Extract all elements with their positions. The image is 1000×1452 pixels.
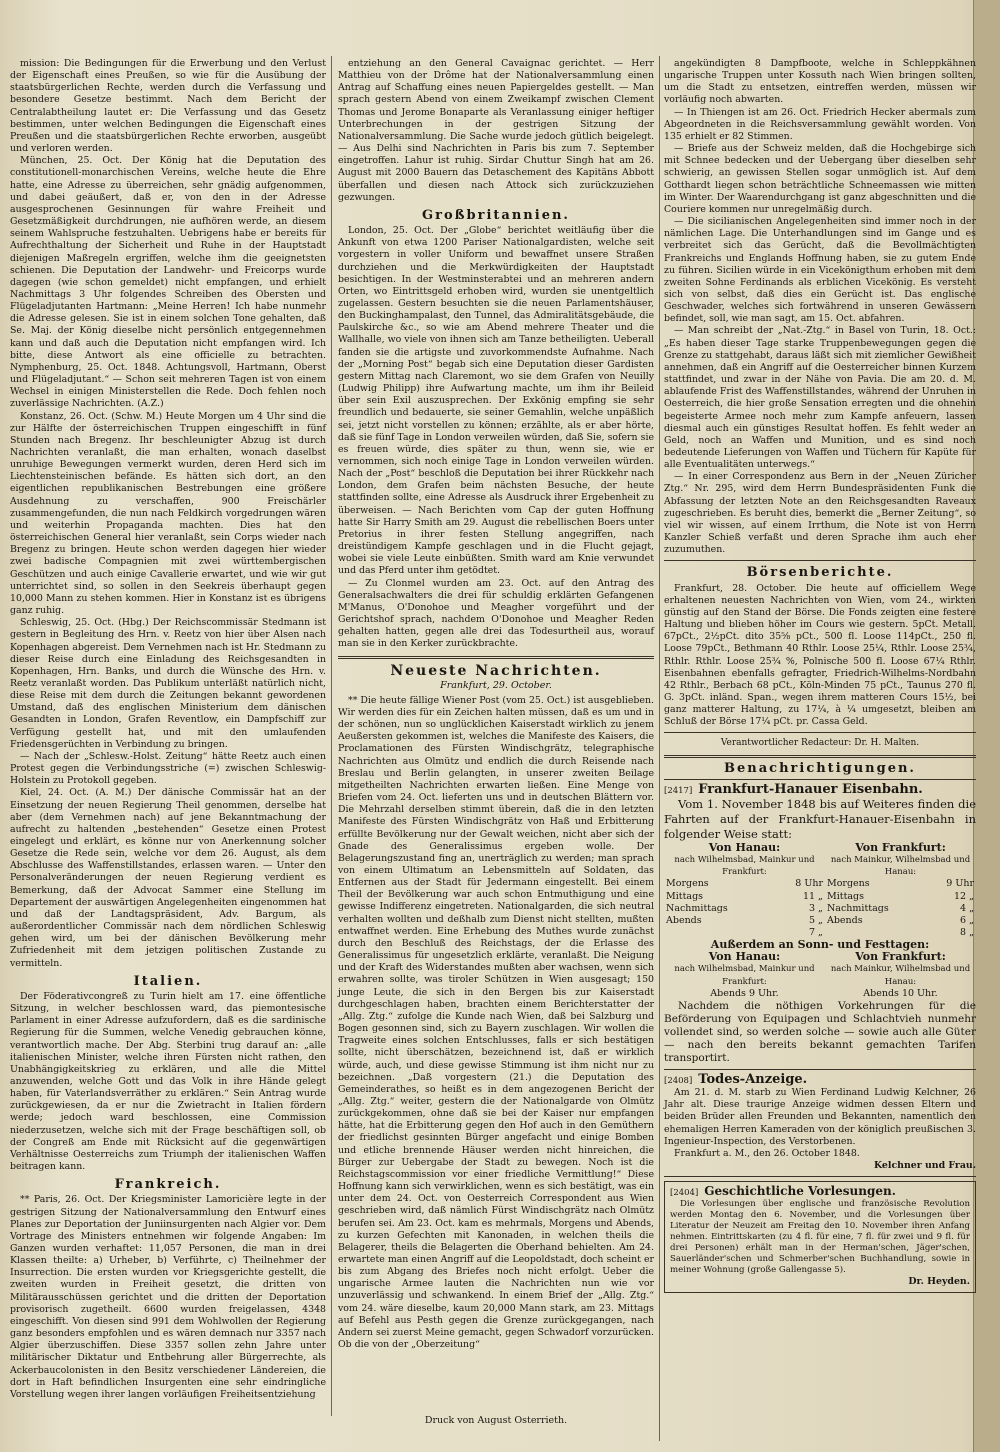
ad-place-date: Frankfurt a. M., den 26. October 1848. bbox=[674, 1147, 860, 1159]
paragraph: — Nach der „Schlesw.-Holst. Zeitung“ hätte Reetz auch einen Protest gegen die Verbindungsstriche (=) zwischen Schleswig-Holstein zu Protokoll gegeben. bbox=[10, 750, 326, 787]
divider bbox=[664, 1069, 976, 1070]
section-heading-frankreich: Frankreich. bbox=[114, 1177, 222, 1193]
ad-number: [2417] bbox=[664, 785, 693, 796]
timetable-dest: nach Wilhelmsbad, Mainkur und Frankfurt: bbox=[674, 855, 815, 878]
paragraph: — Man schreibt der „Nat.-Ztg.“ in Basel von Turin, 18. Oct.: „Es haben dieser Tage starke Truppenbewegungen gegen die Grenze zu stattgehabt, daraus läßt sich mit ziemlicher Gewißheit annehmen, daß ein Angriff auf die Oesterreicher binnen Kurzem stattfindet, und zwar in der Nähe von Pavia. Die am 20. d. M. ablaufende Frist des Waffenstillstandes, während der Unruhen in Oesterreich, die hier große Sensation erregten und die ohnehin begeisterte Armee noch mehr zum Kampfe anfeuern, lassen diesmal auch ein günstiges Resultat hoffen. Es fehlt weder an Geld, noch an Waffen und Munition, und es sind noch bedeutende Lieferungen von Waffen und Tüchern für Kapüte für alle Eventualitäten unterwegs.“ bbox=[664, 325, 976, 471]
timetable-col-frankfurt: Von Frankfurt: bbox=[855, 950, 946, 964]
divider bbox=[338, 656, 654, 659]
ad-title: Frankfurt-Hanauer Eisenbahn. bbox=[698, 781, 923, 797]
timetable-sunday: Außerdem an Sonn- und Festtagen: bbox=[710, 938, 930, 952]
notices-heading: Benachrichtigungen. bbox=[724, 760, 916, 776]
paragraph: mission: Die Bedingungen für die Erwerbung und den Verlust der Eigenschaft eines Preußen, so wie für die Ausübung der staatsbürgerlichen Rechte, werden durch die Verfassung und besondere Gesetze bestimmt. Nach dem Bericht der Centralabtheilung lautet er: Die Verfassung und das Gesetz bestimmen, unter welchen Bedingungen die Eigenschaft eines Preußen und die staatsbürgerlichen Rechte erworben, ausgeübt und verloren werden. bbox=[10, 58, 326, 155]
divider bbox=[664, 560, 976, 561]
paragraph: — Zu Clonmel wurden am 23. Oct. auf den Antrag des Generalsachwalters die drei für schuldig erklärten Gefangenen M'Manus, O'Donohoe und Meagher vorgeführt und der Gerichtshof sprach, nachdem O'Donohoe und Meagher Reden gehalten hatten, gegen alle drei das Todesurtheil aus, worauf man sie in den Kerker zurückbrachte. bbox=[338, 577, 654, 650]
paragraph: — Briefe aus der Schweiz melden, daß die Hochgebirge sich mit Schnee bedecken und der Uebergang über dieselben sehr schwierig, an gewissen Stellen sogar unmöglich ist. Auf dem Gotthardt liegen schon beträchtliche Schneemassen wie mitten im Winter. Der Waarendurchgang ist ganz abgeschnitten und die Couriere kommen nur unregelmäßig durch. bbox=[664, 143, 976, 215]
timetable-row: Abends 5 „ Abends 6 „ bbox=[666, 914, 974, 926]
ad-signature: Kelchner und Frau. bbox=[873, 1160, 976, 1172]
paragraph: angekündigten 8 Dampfboote, welche in Schleppkähnen ungarische Truppen unter Kossuth nach Wien bringen sollten, um die Stadt zu entsetzen, eintreffen werden, müssen wir vorläufig noch abwarten. bbox=[664, 58, 976, 106]
paragraph: ** Paris, 26. Oct. Der Kriegsminister Lamoricière legte in der gestrigen Sitzung der Nationalversammlung den Entwurf eines Planes zur Deportation der Juniinsurgenten nach Algier vor. Dem Vortrage des Ministers entnehmen wir folgende Angaben: Im Ganzen wurden verhaftet: 11,057 Personen, die man in drei Klassen theilte: a) Urheber, b) Verführte, c) Theilnehmer der Insurrection. Die ersten wurden vor Kriegsgerichte gestellt, die zweiten wurden in Freiheit gesetzt, die dritten von Militärausschüssen gerichtet und die dritten der Deportation provisorisch zugetheilt. 6600 wurden freigelassen, 4348 eingeschifft. Von diesen sind 991 dem Wohlwollen der Regierung ganz besonders empfohlen und es wären demnach nur 3357 nach Algier überzuschiffen. Diese 3357 sollen zehn Jahre unter militärischer Diktatur und Entbehrung aller Bürgerrechte, als Ackerbaucolonisten in den Besitz verschiedener Ländereien, die dort in Haft befindlichen Insurgenten eine sehr eindringliche Vorstellung wegen ihrer langen vorläufigen Freiheitsentziehung bbox=[10, 1194, 326, 1400]
timetable-sunday-time: Abends 10 Uhr. bbox=[863, 987, 938, 999]
dateline: Frankfurt, 29. October. bbox=[440, 679, 552, 691]
paragraph: Kiel, 24. Oct. (A. M.) Der dänische Commissär hat an der Einsetzung der neuen Regierung Theil genommen, derselbe hat aber (dem Vernehmen nach) auf jene Bekanntmachung der aufrecht zu haltenden „bestehenden“ Gesetze einen Protest eingelegt und erklärt, es könne nur von Anerkennung solcher Gesetze die Rede sein, welche vor dem 26. August, als dem Abschlusse des Waffenstillstandes, erlassen waren. — Unter den Personalveränderungen der neuen Regierung verdient es Bemerkung, daß der Advocat Sammer eine Stellung im Departement der auswärtigen Angelegenheiten eingenommen hat und daß der Landtagspräsident, Adv. Bargum, als außerordentlicher Commissär nach dem nördlichen Schleswig gehen wird, um bei der dänischen Bevölkerung mehr Zufriedenheit mit dem jetzigen politischen Zustande zu vermitteln. bbox=[10, 787, 326, 969]
timetable-row: Nachmittags 3 „ Nachmittags 4 „ bbox=[666, 902, 974, 914]
paragraph: London, 25. Oct. Der „Globe“ berichtet weitläufig über die Ankunft von etwa 1200 Pariser Nationalgardisten, welche seit vorgestern in voller Uniform und bewaffnet unsere Straßen durchziehen und die Merkwürdigkeiten der Hauptstadt besichtigen. In der Westminsterabtei und an mehreren andern Orten, wo Eintrittsgeld erhoben wird, wurden sie unentgeltlich zugelassen. Gestern besuchten sie die neuen Parlamentshäuser, den Buckinghampalast, den Tunnel, das Admiralitätsgebäude, die Paulskirche &c., so wie am Abend mehrere Theater und die Wallhalle, wo viele von ihnen sich am Tanze betheiligten. Ueberall fanden sie die artigste und zuvorkommendste Aufnahme. Nach der „Morning Post“ begab sich eine Deputation dieser Gardisten gestern Mittag nach Claremont, wo sie dem Grafen von Neuilly (Ludwig Philipp) ihre Aufwartung machte, um ihm ihr Beileid über sein Exil auszusprechen. Der Exkönig empfing sie sehr freundlich und bedauerte, sie seiner Gemahlin, welche unpäßlich sei, jetzt nicht vorstellen zu können; erzählte, als er aber hörte, daß sie fünf Tage in London verweilen würden, daß Sie, sofern sie es freuen würde, dies später zu thun, wenn sie, wie er vernommen, sich noch einige Tage in London verweilen würden. Nach der „Post“ beschloß die Deputation bei ihrer Rückkehr nach London, dem Grafen beim nächsten Besuche, der heute stattfinden sollte, eine Adresse als Ausdruck ihrer Ergebenheit zu überweisen. — Nach Berichten vom Cap der guten Hoffnung hatte Sir Harry Smith am 29. August die rebellischen Boers unter Pretorius in ihrer festen Stellung angegriffen, nach dreistündigem Kampfe geschlagen und in die Flucht gejagt, wobei sie viele Leute einbüßten. Smith ward am Knie verwundet und das Pferd unter ihm getödtet. bbox=[338, 225, 654, 577]
paragraph: Der Föderativcongreß zu Turin hielt am 17. eine öffentliche Sitzung, in welcher beschlossen ward, das piemontesische Parlament in einer Adresse aufzufordern, daß es die sardinische Regierung für die Summen, welche Venedig gebrauchen könne, verantwortlich mache. Der Abg. Sterbini trug darauf an: „alle italienischen Minister, welche ihren Fürsten nicht rathen, den Unabhängigkeitskrieg zu erklären, und alle die Mittel anzuwenden, welche Gott und das Volk in ihre Hände gelegt haben, für Vaterlandsverräther zu erklären.“ Sein Antrag wurde zurückgewiesen, da er nur die Zwietracht in Italien fördern werde; jedoch ward beschlossen, eine Commission niederzusetzen, welche sich mit der Frage beschäftigen soll, ob der Congreß am Ende mit Rücksicht auf die gegenwärtigen Verhältnisse Oesterreichs zum Triumph der italienischen Waffen beitragen kann. bbox=[10, 990, 326, 1173]
section-heading-grossbritannien: Großbritannien. bbox=[422, 207, 570, 223]
column-rule bbox=[659, 56, 660, 1441]
adjacent-page-edge bbox=[973, 0, 1000, 1452]
ad-railway bbox=[664, 781, 976, 1065]
timetable-row: 7 „ 8 „ bbox=[808, 927, 974, 938]
section-heading-boerse: Börsenberichte. bbox=[746, 565, 894, 581]
timetable-col-hanau: Von Hanau: bbox=[708, 840, 781, 854]
divider bbox=[664, 755, 976, 758]
paragraph: Schleswig, 25. Oct. (Hbg.) Der Reichscommissär Stedmann ist gestern in Begleitung des Hrn. v. Reetz von hier über Alsen nach Kopenhagen abgereist. Dem Vernehmen nach ist Hr. Stedmann zu dieser Reise durch eine Einladung des Reichsgesandten in Kopenhagen, Hrn. Banks, und durch die Wünsche des Hrn. v. Reetz veranlaßt worden. Das Publikum unterläßt natürlich nicht, diese Reise mit dem durch die Zeitungen bekannt gewordenen Umstand, daß des englischen Ministerium dem dänischen Gesandten in London, Grafen Reventlow, ein Dampfschiff zur Verfügung gestellt hat, und mit den umlaufenden Friedensgerüchten in Verbindung zu bringen. bbox=[10, 617, 326, 750]
paragraph: ** Die heute fällige Wiener Post (vom 25. Oct.) ist ausgeblieben. Wir werden dies für ein Zeichen halten müssen, daß es um und in der schönen, nun so unglücklichen Kaiserstadt wirklich zu jenem Aeußersten gekommen ist, welches die Manifeste des Kaisers, die Proclamationen des Fürsten Windischgrätz, telegraphische Nachrichten aus Olmütz und endlich die durch Reisende nach Breslau und Berlin gelangten, in unserer zweiten Beilage mitgetheilten Nachrichten erwarten ließen. Eine Menge von Briefen vom 24. Oct. lieferten uns und in deutschen Blättern vor. Die Mehrzahl derselben stimmt überein, daß die in den letzten Manifeste des Fürsten Windischgrätz von Haß und Erbitterung erfüllte Bevölkerung nur der Gewalt weichen, nicht aber sich der Gnade des Generalissimus ergeben wolle. Der Belagerungszustand fing an, unerträglich zu werden; man sprach von einem Ultimatum an Lebensmitteln auf Soldaten, das Entfernen aus der Stadt für Jedermann eingestellt. Bei einem Theil der Bevölkerung war auch schon Entmuthigung und eine gewisse Indifferenz eingetreten. Nationalgarden, die sich neutral verhalten wollten und deßhalb zum Dienst nicht stellten, mußten entwaffnet werden. Eine Erhebung des Muthes wurde zunächst durch den Beschluß des Reichstags, der die Erlasse des Generalissimus für ungesetzlich erklärte, veranlaßt. Die Neigung und der Kraft des Widerstandes mußten aber wachsen, wenn sich erwahren sollte, was tiroler Schützen in Wien ausgesagt; 150 junge Leute, die sich in den Bergen bis zur Kaiserstadt durchgeschlagen haben, brachten einem Berichterstatter der „Allg. Ztg.“ zufolge die Kunde nach Wien, daß bei Salzburg und Bogen gesonnen sind, sich zu Bayern zuschlagen. Wir wollen die Tragweite eines solchen Entschlusses, falls er sich bestätigen sollte, nicht überschätzen, bezeichnend ist, daß er wirklich würde, auch, und diese gewisse Stimmung ist ihm nicht nur zu bezeichnen. „Daß vorgestern (21.) die Deputation des Gemeinderathes, so heißt es in dem angezogenen Bericht der „Allg. Ztg.“ weiter, gestern die der Nationalgarde von Olmütz zurückgekommen, ohne daß sie bei der Kaiser nur empfangen hätte, hat die Erbitterung gegen den Hof auch in den Gemüthern der friedlichst gesinnten Bürger angefacht und einige Bomben und etliche brennende Häuser werden nicht hinreichen, die Bürger zur Uebergabe der Stadt zu bewegen. Noch ist die Reichstagscommission vor einer friedliche Vermittlung!“ Diese Hoffnung kann sich verwirklichen, wenn es sich bestätigt, was ein unter dem 24. Oct. von Oesterreich Correspondent aus Wien geschrieben wird, daß nämlich Fürst Windischgrätz nach Olmütz berufen sei. Am 23. Oct. kam es mehrmals, Morgens und Abends, zu kurzen Gefechten mit Kanonaden, in welchen theils die Belagerer, theils die Belagerten die Oberhand behielten. Am 24. erwartete man einen Angriff auf die Leopoldstadt, doch scheint er bis zum Abgang des Briefes noch nicht erfolgt. Ueber die ungarische Armee lauten die Nachrichten nun wie vor unzuverlässig und schwankend. In einem Brief der „Allg. Ztg.“ vom 24. wäre dieselbe, kaum 20,000 Mann stark, am 23. Mittags auf Befehl aus Pesth gegen die Grenze zurückgegangen, nach Andern sei zuerst Meine gemacht, gegen Schwadorf vorzurücken. Ob die von der „Oberzeitung“ bbox=[338, 694, 654, 1351]
ad-title: Todes-Anzeige. bbox=[698, 1071, 808, 1087]
paragraph: — In einer Correspondenz aus Bern in der „Neuen Züricher Ztg.“ Nr. 295, wird dem Herrn Bundespräsidenten Funk die Abfassung der letzten Note an den Reichsgesandten Raveaux zugeschrieben. Es beruht dies, bemerkt die „Berner Zeitung“, so viel wir wissen, auf einem Irrthum, die Note ist von Herrn Kanzler Schieß verfaßt und deren Sprache ihm auch eher zuzumuthen. bbox=[664, 471, 976, 556]
timetable bbox=[664, 842, 976, 1000]
paragraph: — Die sicilianischen Angelegenheiten sind immer noch in der nämlichen Lage. Die Unterhandlungen sind im Gange und es verbreitet sich das Gerücht, daß die Bevollmächtigten Frankreichs und Englands Hoffnung haben, sie zu gutem Ende zu führen. Sicilien würde in ein Vicekönigthum erhoben mit dem zweiten Sohne Ferdinands als erblichen Vicekönig. Es versteht sich von selbst, daß dies ein Gerücht ist. Das englische Geschwader, welches sich fortwährend in unseren Gewässern befindet, soll, wie man sagt, am 15. Oct. abfahren. bbox=[664, 216, 976, 325]
timetable-col-frankfurt: Von Frankfurt: bbox=[855, 840, 946, 854]
divider bbox=[664, 732, 976, 733]
ad-lectures bbox=[664, 1181, 976, 1292]
paragraph: Konstanz, 26. Oct. (Schw. M.) Heute Morgen um 4 Uhr sind die zur Hälfte der österreichischen Truppen eingeschifft in fünf Stunden nach Bregenz. Ihr beschleunigter Abzug ist durch Nachrichten veranlaßt, die man erhalten, wonach daselbst unruhige Bewegungen vermerkt wurden, deren Herd sich im Liechtensteinischen befände. Es hätten sich dort, an den eigentlichen republikanischen Bestrebungen eine größere Ausdehnung zu verschaffen, 900 Freischärler zusammengefunden, die nun nach Feldkirch vorgedrungen wären und weiterhin Propaganda machten. Dies hat den österreichischen General hier veranlaßt, sein Corps wieder nach Bregenz zu bringen. Heute schon werden dagegen hier wieder zwei badische Compagnien mit zwei württembergischen Geschützen und auch einige Cavallerie erwartet, und wie wir gut unterrichtet sind, so sollen in den Seekreis überhaupt gegen 10,000 Mann zu stehen kommen. Hier in Konstanz ist es übrigens ganz ruhig. bbox=[10, 410, 326, 617]
timetable-col-hanau: Von Hanau: bbox=[708, 950, 781, 964]
printer-imprint: Druck von August Osterrieth. bbox=[424, 1415, 568, 1426]
ad-death-notice bbox=[664, 1071, 976, 1172]
paragraph: Am 21. d. M. starb zu Wien Ferdinand Ludwig Kelchner, 26 Jahr alt. Diese traurige Anzeige widmen dessen Eltern und beiden Brüder allen Freunden und Bekannten, namentlich den ehemaligen Herren Kameraden von der königlich preußischen 3. Ingenieur-Inspection, des Verstorbenen. bbox=[664, 1087, 976, 1147]
column-1 bbox=[10, 58, 326, 1401]
section-heading-neueste: Neueste Nachrichten. bbox=[390, 662, 602, 679]
editor-line: Verantwortlicher Redacteur: Dr. H. Malten. bbox=[720, 738, 920, 749]
paragraph: entziehung an den General Cavaignac gerichtet. — Herr Matthieu von der Drôme hat der Nationalversammlung einen Antrag auf Schaffung eines neuen Papiergeldes gestellt. — Man sprach gestern Abend von einem Zweikampf zwischen Clement Thomas und Jerome Bonaparte als Veranlassung einiger heftiger Unterbrechungen in der gestrigen Sitzung der Nationalversammlung. Die Sache wurde jedoch gütlich beigelegt. — Aus Delhi sind Nachrichten in Paris bis zum 7. September eingetroffen. Lahur ist ruhig. Sirdar Chuttur Singh hat am 26. August mit 2000 Bauern das Detaschement des Kapitäns Abbott überfallen und diesen nach Attock sich zurückzuziehen gezwungen. bbox=[338, 58, 654, 203]
ad-title: Geschichtliche Vorlesungen. bbox=[704, 1184, 896, 1199]
paragraph: Die Vorlesungen über englische und französische Revolution werden Montag den 6. November, und die Vorlesungen über Literatur der Neuzeit am Freitag den 10. November ihren Anfang nehmen. Eintrittskarten (zu 4 fl. für eine, 7 fl. für zwei und 9 fl. für drei Personen) erhält man in der Herman'schen, Jäger'schen, Sauerländer'schen und Schmerber'schen Buchhandlung, sowie in meiner Wohnung (große Gallengasse 5). bbox=[670, 1199, 970, 1276]
divider bbox=[664, 779, 976, 780]
divider bbox=[664, 1176, 976, 1177]
timetable-row: Mittags 11 „ Mittags 12 „ bbox=[666, 890, 974, 902]
timetable-dest: nach Mainkur, Wilhelmsbad und Hanau: bbox=[830, 855, 971, 878]
timetable-dest: nach Mainkur, Wilhelmsbad und Hanau: bbox=[830, 964, 971, 987]
paragraph: — In Thiengen ist am 26. Oct. Friedrich Hecker abermals zum Abgeordneten in die Reichsversammlung gewählt worden. Von 135 erhielt er 82 Stimmen. bbox=[664, 106, 976, 142]
section-heading-italien: Italien. bbox=[133, 973, 203, 989]
ad-number: [2404] bbox=[670, 1188, 699, 1199]
paragraph: Frankfurt, 28. October. Die heute auf officiellem Wege erhaltenen neuesten Nachrichten von Wien, vom 24., wirkten günstig auf den Stand der Börse. Die Fonds zeigten eine festere Haltung und blieben höher im Cours wie gestern. 5pCt. Metall. 67pCt., 2½pCt. dito 35⁵⁄₈ pCt., 500 fl. Loose 114pCt., 250 fl. Loose 79pCt., Bethmann 40 Rthlr. Loose 25¼, Rthlr. Loose 25¾, Rthlr. Rthlr. Loose 25¾ %, Polnische 500 fl. Loose 67¼ Rthlr. Eisenbahnen ebenfalls gefragter, Friedrich-Wilhelms-Nordbahn 42 Rthlr., Berbach 68 pCt., Köln-Minden 75 pCt., Taunus 270 fl. G. 3pCt. inländ. Span., wegen ihrem matteren Cours 15½, bei ganz matterer Haltung, zu 17¼, à ¼ umgesetzt, bleiben am Schluß der Börse 17¼ pCt. pr. Cassa Geld. bbox=[664, 582, 976, 728]
ad-footer: Nachdem die nöthigen Vorkehrungen für die Beförderung von Equipagen und Schlachtvieh nunmehr vollendet sind, so werden solche — sowie auch alle Güter — nach den bereits bekannt gemachten Tarifen transportirt. bbox=[664, 999, 976, 1064]
ad-signature: Dr. Heyden. bbox=[908, 1276, 970, 1288]
column-rule bbox=[331, 56, 332, 1416]
timetable-row: Morgens 8 Uhr Morgens 9 Uhr bbox=[666, 878, 974, 890]
timetable-dest: nach Wilhelmsbad, Mainkur und Frankfurt: bbox=[674, 964, 815, 987]
timetable-sunday-time: Abends 9 Uhr. bbox=[710, 987, 779, 999]
paragraph: München, 25. Oct. Der König hat die Deputation des constitutionell-monarchischen Vereins, welche heute die Ehre hatte, eine Adresse zu überreichen, sehr gnädig aufgenommen, und dabei geäußert, daß er, von den in der Adresse ausgesprochenen Gesinnungen für wahre Freiheit und Gesetzmäßigkeit durchdrungen, nie aufhören werde, an diesem seinem Wahlspruche festzuhalten. Uebrigens habe er bereits für Aufrechthaltung der Sicherheit und Ruhe in der Hauptstadt diejenigen Maßregeln ergriffen, welche ihm die geeignetsten schienen. Die Deputation der Landwehr- und Freicorps wurde dagegen (wie schon gemeldet) nicht empfangen, und erhielt Nachmittags 3 Uhr folgendes Schreiben des Obersten und Flügeladjutanten Hartmann: „Meine Herren! Ich habe nunmehr die Adresse gelesen. Sie ist in einem solchen Tone gehalten, daß Se. Maj. der König dieselbe nicht persönlich entgegennehmen kann und daß auch die Deputation nicht empfangen wird. Ich bitte, diese Antwort als eine officielle zu betrachten. Nymphenburg, 25. Oct. 1848. Achtungsvoll, Hartmann, Oberst und Flügeladjutant.“ — Schon seit mehreren Tagen ist von einem Wechsel in einigen Ministerstellen die Rede. Doch fehlen noch zuverlässige Nachrichten. (A.Z.) bbox=[10, 155, 326, 410]
column-3 bbox=[664, 58, 976, 1297]
column-2 bbox=[338, 58, 654, 1351]
ad-intro: Vom 1. November 1848 bis auf Weiteres finden die Fahrten auf der Frankfurt-Hanauer-Eisenbahn in folgender Weise statt: bbox=[664, 796, 976, 841]
ad-number: [2408] bbox=[664, 1075, 693, 1086]
